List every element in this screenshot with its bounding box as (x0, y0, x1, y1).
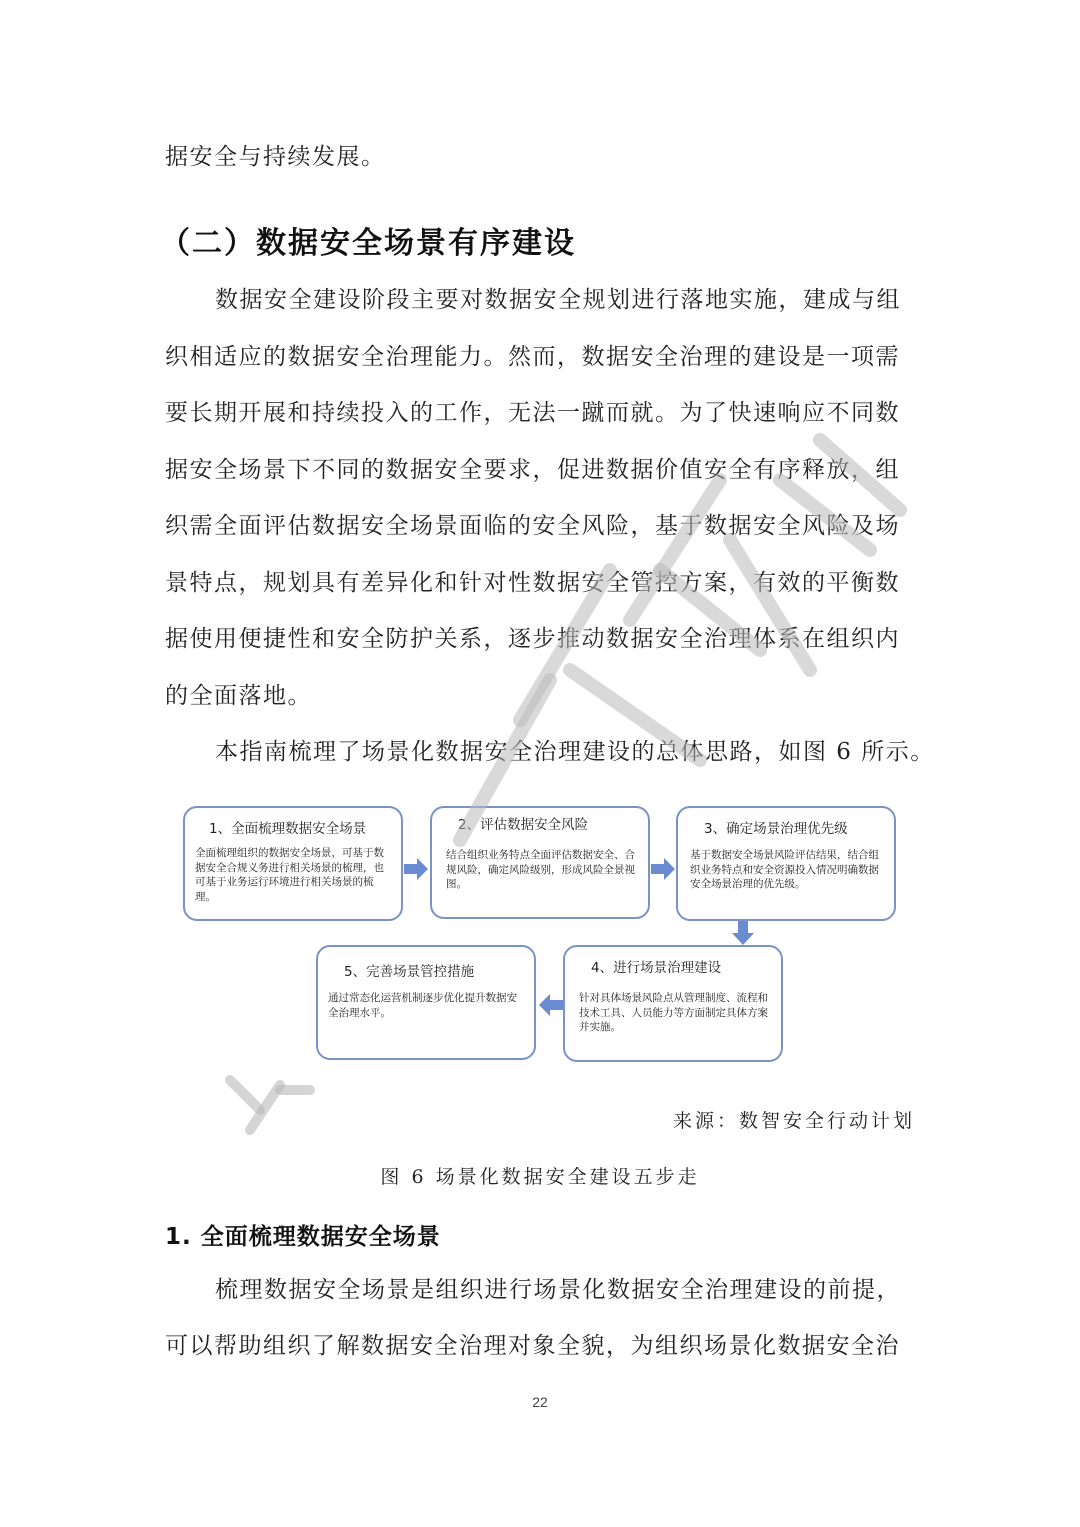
page-number: 22 (532, 1394, 548, 1410)
step-body: 基于数据安全场景风险评估结果，结合组织业务特点和安全资源投入情况明确数据安全场景治理的优先级。 (690, 849, 879, 890)
step-body: 全面梳理组织的数据安全场景，可基于数据安全合规义务进行相关场景的梳理，也可基于业务运行环境进行相关场景的梳理。 (195, 847, 384, 903)
paragraph-line: 据安全场景下不同的数据安全要求，促进数据价值安全有序释放，组 (165, 457, 900, 483)
section-heading: （二）数据安全场景有序建设 (160, 226, 576, 261)
paragraph-line: 数据安全建设阶段主要对数据安全规划进行落地实施，建成与组 (215, 287, 901, 313)
paragraph-line: 的全面落地。 (165, 683, 312, 709)
paragraph-line: 梳理数据安全场景是组织进行场景化数据安全治理建设的前提， (215, 1277, 901, 1303)
subsection-heading: 1. 全面梳理数据安全场景 (165, 1224, 441, 1250)
step-box-2 (430, 806, 650, 919)
paragraph-line: 可以帮助组织了解数据安全治理对象全貌，为组织场景化数据安全治 (165, 1333, 900, 1359)
arrow-right-icon (651, 856, 677, 882)
step-title: 5、完善场景管控措施 (344, 964, 475, 980)
arrow-left-icon (537, 992, 563, 1018)
step-title: 4、进行场景治理建设 (591, 960, 722, 976)
paragraph-line: 织相适应的数据安全治理能力。然而，数据安全治理的建设是一项需 (165, 344, 900, 370)
step-box-3 (676, 806, 896, 921)
watermark-icon (220, 1070, 330, 1140)
paragraph-line: 据使用便捷性和安全防护关系，逐步推动数据安全治理体系在组织内 (165, 626, 900, 652)
step-body: 针对具体场景风险点从管理制度、流程和技术工具、人员能力等方面制定具体方案并实施。 (579, 992, 768, 1033)
arrow-down-icon (730, 921, 756, 946)
step-box-1 (183, 806, 403, 921)
paragraph-line: 景特点，规划具有差异化和针对性数据安全管控方案，有效的平衡数 (165, 570, 900, 596)
paragraph-line: 本指南梳理了场景化数据安全治理建设的总体思路，如图 6 所示。 (215, 739, 935, 765)
step-body: 通过常态化运营机制逐步优化提升数据安全治理水平。 (328, 992, 517, 1019)
figure-source: 来源：数智安全行动计划 (672, 1110, 915, 1132)
figure-caption: 图 6 场景化数据安全建设五步走 (380, 1166, 700, 1188)
paragraph-line: 织需全面评估数据安全场景面临的安全风险，基于数据安全风险及场 (165, 513, 900, 539)
step-title: 2、评估数据安全风险 (458, 817, 589, 833)
paragraph-tail: 据安全与持续发展。 (165, 144, 386, 170)
step-box-5 (316, 945, 536, 1060)
step-body: 结合组织业务特点全面评估数据安全、合规风险，确定风险级别，形成风险全景视图。 (446, 849, 635, 890)
step-title: 1、全面梳理数据安全场景 (209, 821, 367, 837)
step-title: 3、确定场景治理优先级 (704, 821, 848, 837)
arrow-right-icon (404, 856, 430, 882)
paragraph-line: 要长期开展和持续投入的工作，无法一蹴而就。为了快速响应不同数 (165, 400, 900, 426)
step-box-4 (563, 945, 783, 1062)
